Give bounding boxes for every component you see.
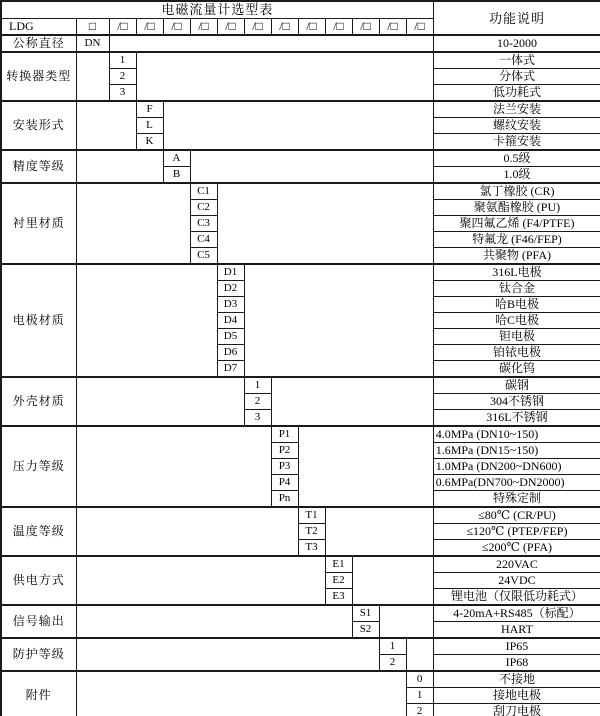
function-cell-8-1: ≤120℃ (PTEP/FEP) xyxy=(433,524,600,540)
function-cell-4-2: 聚四氟乙烯 (F4/PTFE) xyxy=(433,216,600,232)
function-cell-2-2: 卡箍安装 xyxy=(433,134,600,151)
code-cell-9-0: E1 xyxy=(325,556,352,573)
function-cell-11-0: IP65 xyxy=(433,638,600,655)
function-column-header: 功能说明 xyxy=(433,1,600,35)
function-cell-9-0: 220VAC xyxy=(433,556,600,573)
spacer-cell xyxy=(244,264,433,377)
spacer-cell xyxy=(76,638,379,671)
code-cell-9-1: E2 xyxy=(325,573,352,589)
function-cell-4-3: 特氟龙 (F46/FEP) xyxy=(433,232,600,248)
code-cell-4-0: C1 xyxy=(190,183,217,200)
code-cell-11-0: 1 xyxy=(379,638,406,655)
function-cell-9-1: 24VDC xyxy=(433,573,600,589)
model-slash-box-7: /□ xyxy=(298,18,325,35)
spacer-cell xyxy=(76,556,325,605)
function-cell-1-0: 一体式 xyxy=(433,52,600,69)
model-slash-box-1: /□ xyxy=(136,18,163,35)
spacer-cell xyxy=(76,183,190,264)
spacer-cell xyxy=(76,426,271,507)
code-cell-6-2: 3 xyxy=(244,410,271,427)
category-label-7: 压力等级 xyxy=(1,426,76,507)
function-cell-10-0: 4-20mA+RS485（标配） xyxy=(433,605,600,622)
code-cell-11-1: 2 xyxy=(379,655,406,672)
category-label-12: 附件 xyxy=(1,671,76,716)
category-label-10: 信号输出 xyxy=(1,605,76,638)
code-cell-7-3: P4 xyxy=(271,475,298,491)
category-label-0: 公称直径 xyxy=(1,35,76,52)
category-label-9: 供电方式 xyxy=(1,556,76,605)
code-cell-4-2: C3 xyxy=(190,216,217,232)
function-cell-5-5: 铂铱电极 xyxy=(433,345,600,361)
code-cell-4-3: C4 xyxy=(190,232,217,248)
code-cell-1-1: 2 xyxy=(109,69,136,85)
code-cell-2-1: L xyxy=(136,118,163,134)
model-slash-box-9: /□ xyxy=(352,18,379,35)
selection-table-body xyxy=(1,1,600,716)
function-cell-5-3: 哈C电极 xyxy=(433,313,600,329)
code-cell-10-0: S1 xyxy=(352,605,379,622)
category-label-4: 衬里材质 xyxy=(1,183,76,264)
spacer-cell xyxy=(217,183,433,264)
spacer-cell xyxy=(76,150,163,183)
code-cell-4-1: C2 xyxy=(190,200,217,216)
function-cell-5-6: 碳化钨 xyxy=(433,361,600,378)
page-title: 电磁流量计选型表 xyxy=(1,1,433,18)
model-slash-box-3: /□ xyxy=(190,18,217,35)
model-slash-box-4: /□ xyxy=(217,18,244,35)
code-cell-6-0: 1 xyxy=(244,377,271,394)
spacer-cell xyxy=(109,35,433,52)
code-cell-5-2: D3 xyxy=(217,297,244,313)
code-cell-12-2: 2 xyxy=(406,704,433,716)
model-prefix: LDG xyxy=(1,18,76,35)
function-cell-7-1: 1.6MPa (DN15~150) xyxy=(433,443,600,459)
code-cell-5-5: D6 xyxy=(217,345,244,361)
code-cell-12-0: 0 xyxy=(406,671,433,688)
category-label-2: 安装形式 xyxy=(1,101,76,150)
category-label-8: 温度等级 xyxy=(1,507,76,556)
category-label-1: 转换器类型 xyxy=(1,52,76,101)
spacer-cell xyxy=(76,671,406,716)
function-cell-5-2: 哈B电极 xyxy=(433,297,600,313)
category-label-6: 外壳材质 xyxy=(1,377,76,426)
code-cell-10-1: S2 xyxy=(352,622,379,639)
function-cell-2-1: 螺纹安装 xyxy=(433,118,600,134)
spacer-cell xyxy=(379,605,433,638)
code-cell-5-1: D2 xyxy=(217,281,244,297)
code-cell-5-0: D1 xyxy=(217,264,244,281)
function-cell-3-1: 1.0级 xyxy=(433,167,600,184)
code-cell-9-2: E3 xyxy=(325,589,352,606)
model-slash-box-8: /□ xyxy=(325,18,352,35)
function-cell-3-0: 0.5级 xyxy=(433,150,600,167)
function-cell-1-2: 低功耗式 xyxy=(433,85,600,102)
function-cell-2-0: 法兰安装 xyxy=(433,101,600,118)
spacer-cell xyxy=(76,264,217,377)
category-label-3: 精度等级 xyxy=(1,150,76,183)
function-cell-12-0: 不接地 xyxy=(433,671,600,688)
code-cell-0-0: DN xyxy=(76,35,109,52)
model-slash-box-6: /□ xyxy=(271,18,298,35)
code-cell-12-1: 1 xyxy=(406,688,433,704)
model-slash-box-11: /□ xyxy=(406,18,433,35)
function-cell-0-0: 10-2000 xyxy=(433,35,600,52)
category-label-5: 电极材质 xyxy=(1,264,76,377)
model-slash-box-5: /□ xyxy=(244,18,271,35)
function-cell-8-0: ≤80℃ (CR/PU) xyxy=(433,507,600,524)
code-cell-1-0: 1 xyxy=(109,52,136,69)
spacer-cell xyxy=(76,507,298,556)
function-cell-7-3: 0.6MPa(DN700~DN2000) xyxy=(433,475,600,491)
function-cell-9-2: 锂电池（仅限低功耗式） xyxy=(433,589,600,606)
model-slash-box-10: /□ xyxy=(379,18,406,35)
model-slash-box-2: /□ xyxy=(163,18,190,35)
code-cell-8-0: T1 xyxy=(298,507,325,524)
code-cell-2-0: F xyxy=(136,101,163,118)
function-cell-1-1: 分体式 xyxy=(433,69,600,85)
code-cell-2-2: K xyxy=(136,134,163,151)
code-cell-1-2: 3 xyxy=(109,85,136,102)
spacer-cell xyxy=(76,52,109,101)
spacer-cell xyxy=(76,605,352,638)
function-cell-5-4: 钽电极 xyxy=(433,329,600,345)
code-cell-7-0: P1 xyxy=(271,426,298,443)
code-cell-8-1: T2 xyxy=(298,524,325,540)
function-cell-12-2: 刮刀电极 xyxy=(433,704,600,716)
spacer-cell xyxy=(136,52,433,101)
function-cell-6-2: 316L不锈钢 xyxy=(433,410,600,427)
function-cell-4-4: 共聚物 (PFA) xyxy=(433,248,600,265)
function-cell-6-1: 304不锈钢 xyxy=(433,394,600,410)
code-cell-5-4: D5 xyxy=(217,329,244,345)
function-cell-5-0: 316L电极 xyxy=(433,264,600,281)
function-cell-10-1: HART xyxy=(433,622,600,639)
code-cell-8-2: T3 xyxy=(298,540,325,557)
function-cell-7-0: 4.0MPa (DN10~150) xyxy=(433,426,600,443)
function-cell-12-1: 接地电极 xyxy=(433,688,600,704)
code-cell-3-1: B xyxy=(163,167,190,184)
spacer-cell xyxy=(406,638,433,671)
code-cell-7-1: P2 xyxy=(271,443,298,459)
function-cell-11-1: IP68 xyxy=(433,655,600,672)
spacer-cell xyxy=(298,426,433,507)
function-cell-7-4: 特殊定制 xyxy=(433,491,600,508)
function-cell-7-2: 1.0MPa (DN200~DN600) xyxy=(433,459,600,475)
function-cell-4-0: 氯丁橡胶 (CR) xyxy=(433,183,600,200)
code-cell-4-4: C5 xyxy=(190,248,217,265)
code-cell-5-3: D4 xyxy=(217,313,244,329)
spacer-cell xyxy=(76,377,244,426)
code-cell-7-4: Pn xyxy=(271,491,298,508)
code-cell-5-6: D7 xyxy=(217,361,244,378)
spacer-cell xyxy=(325,507,433,556)
spacer-cell xyxy=(352,556,433,605)
code-cell-7-2: P3 xyxy=(271,459,298,475)
model-slash-box-0: /□ xyxy=(109,18,136,35)
code-cell-6-1: 2 xyxy=(244,394,271,410)
spacer-cell xyxy=(271,377,433,426)
function-cell-6-0: 碳钢 xyxy=(433,377,600,394)
function-cell-4-1: 聚氨酯橡胶 (PU) xyxy=(433,200,600,216)
function-cell-5-1: 钛合金 xyxy=(433,281,600,297)
code-cell-3-0: A xyxy=(163,150,190,167)
function-cell-8-2: ≤200℃ (PFA) xyxy=(433,540,600,557)
spacer-cell xyxy=(76,101,136,150)
spacer-cell xyxy=(190,150,433,183)
spacer-cell xyxy=(163,101,433,150)
category-label-11: 防护等级 xyxy=(1,638,76,671)
model-box-dn: □ xyxy=(76,18,109,35)
